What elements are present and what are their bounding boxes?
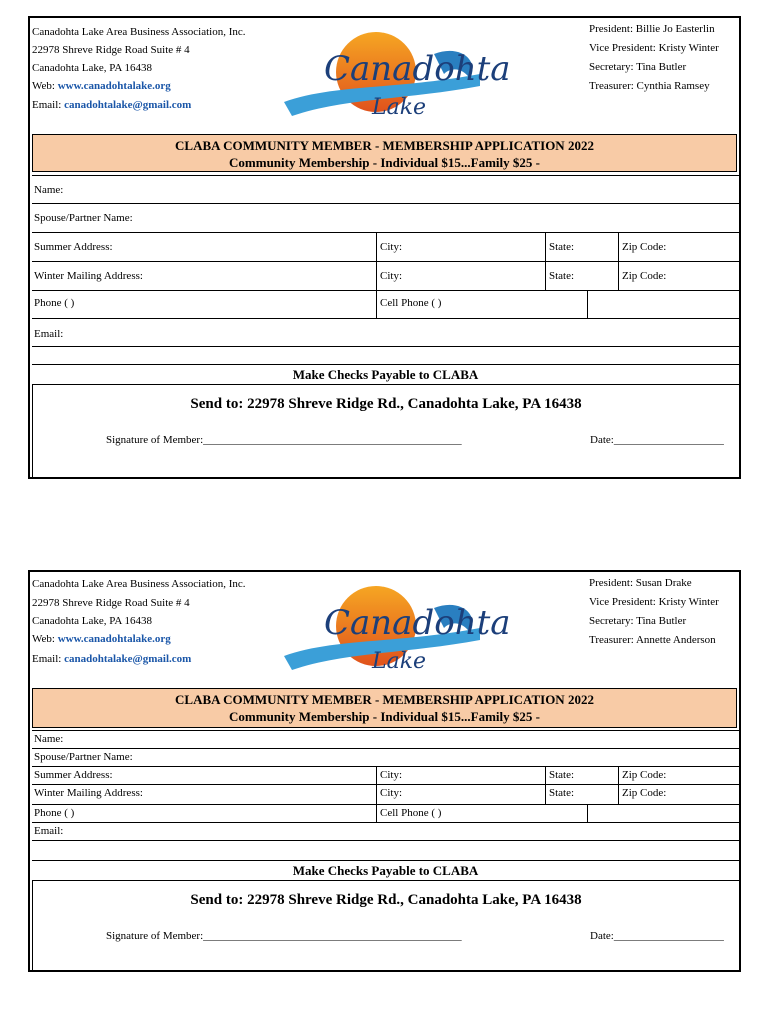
application-title-box — [32, 134, 737, 172]
officer-vice-president: Vice President: Kristy Winter — [589, 596, 719, 608]
org-city: Canadohta Lake, PA 16438 — [32, 62, 152, 74]
checks-payable-row — [32, 364, 739, 384]
send-to-box — [32, 880, 739, 971]
divider — [376, 805, 377, 822]
email-field[interactable]: Email: — [34, 825, 64, 837]
divider — [545, 767, 546, 784]
phone-field[interactable]: Phone ( ) — [34, 297, 75, 309]
date-line[interactable]: Date:____________________ — [590, 930, 724, 942]
application-title: CLABA COMMUNITY MEMBER - MEMBERSHIP APPLICATION 2022 — [175, 138, 594, 153]
checks-payable-row — [32, 860, 739, 880]
name-row — [32, 730, 739, 748]
summer-state-field[interactable]: State: — [549, 241, 575, 253]
divider — [618, 785, 619, 804]
web-line: Web: www.canadohtalake.org — [32, 80, 171, 92]
officer-secretary: Secretary: Tina Butler — [589, 61, 687, 73]
org-city: Canadohta Lake, PA 16438 — [32, 615, 152, 627]
cell-phone-field[interactable]: Cell Phone ( ) — [380, 807, 442, 819]
membership-form-1 — [28, 16, 741, 479]
email-field[interactable]: Email: — [34, 328, 64, 340]
divider — [618, 233, 619, 261]
divider — [618, 767, 619, 784]
blank-row — [32, 346, 739, 364]
email-line: Email: canadohtalake@gmail.com — [32, 653, 192, 665]
application-subtitle: Community Membership - Individual $15...Family $25 - — [229, 155, 540, 170]
checks-payable-text: Make Checks Payable to CLABA — [292, 367, 479, 382]
winter-zip-field[interactable]: Zip Code: — [622, 787, 667, 799]
summer-address-field[interactable]: Summer Address: — [34, 241, 113, 253]
canadohta-lake-logo — [284, 24, 511, 124]
officer-treasurer: Treasurer: Cynthia Ramsey — [589, 80, 710, 92]
summer-city-field[interactable]: City: — [380, 241, 403, 253]
email-link[interactable]: canadohtalake@gmail.com — [64, 653, 192, 665]
web-link[interactable]: www.canadohtalake.org — [57, 633, 171, 645]
name-field[interactable]: Name: — [34, 184, 64, 196]
divider — [545, 785, 546, 804]
winter-city-field[interactable]: City: — [380, 270, 403, 282]
email-row — [32, 822, 739, 840]
winter-address-field[interactable]: Winter Mailing Address: — [34, 270, 143, 282]
spouse-row — [32, 203, 739, 232]
summer-zip-field[interactable]: Zip Code: — [622, 241, 667, 253]
svg-text:Canadohta: Canadohta — [324, 603, 511, 643]
web-line: Web: www.canadohtalake.org — [32, 633, 171, 645]
summer-address-row — [32, 232, 739, 261]
blank-row — [32, 840, 739, 860]
svg-text:Canadohta: Canadohta — [324, 49, 511, 89]
send-to-text: Send to: 22978 Shreve Ridge Rd., Canadohta Lake, PA 16438 — [190, 892, 582, 908]
checks-payable-text: Make Checks Payable to CLABA — [292, 863, 479, 878]
org-address: 22978 Shreve Ridge Road Suite # 4 — [32, 597, 190, 609]
svg-text:Lake: Lake — [372, 649, 427, 674]
application-title-box — [32, 688, 737, 728]
phone-field[interactable]: Phone ( ) — [34, 807, 75, 819]
spouse-field[interactable]: Spouse/Partner Name: — [34, 212, 133, 224]
name-row — [32, 175, 739, 203]
cell-phone-field[interactable]: Cell Phone ( ) — [380, 297, 442, 309]
phone-row — [32, 290, 739, 318]
winter-address-row — [32, 784, 739, 804]
org-name: Canadohta Lake Area Business Association, Inc. — [32, 26, 246, 38]
divider — [376, 785, 377, 804]
winter-state-field[interactable]: State: — [549, 270, 575, 282]
svg-text:Lake: Lake — [372, 95, 427, 120]
email-line: Email: canadohtalake@gmail.com — [32, 99, 192, 111]
send-to-box — [32, 384, 739, 478]
divider — [587, 805, 588, 822]
phone-row — [32, 804, 739, 822]
summer-state-field[interactable]: State: — [549, 769, 575, 781]
membership-form-2 — [28, 570, 741, 972]
signature-line[interactable]: Signature of Member:_______________________________________________ — [106, 930, 462, 942]
web-link[interactable]: www.canadohtalake.org — [57, 80, 171, 92]
spouse-row — [32, 748, 739, 766]
canadohta-lake-logo — [284, 578, 511, 678]
divider — [545, 262, 546, 290]
send-to-text: Send to: 22978 Shreve Ridge Rd., Canadohta Lake, PA 16438 — [190, 396, 582, 412]
winter-address-field[interactable]: Winter Mailing Address: — [34, 787, 143, 799]
email-row — [32, 318, 739, 346]
winter-city-field[interactable]: City: — [380, 787, 403, 799]
divider — [376, 233, 377, 261]
summer-city-field[interactable]: City: — [380, 769, 403, 781]
signature-line[interactable]: Signature of Member:_______________________________________________ — [106, 434, 462, 446]
officer-secretary: Secretary: Tina Butler — [589, 615, 687, 627]
divider — [587, 291, 588, 318]
winter-zip-field[interactable]: Zip Code: — [622, 270, 667, 282]
name-field[interactable]: Name: — [34, 733, 64, 745]
divider — [376, 767, 377, 784]
spouse-field[interactable]: Spouse/Partner Name: — [34, 751, 133, 763]
officer-president: President: Susan Drake — [589, 577, 692, 589]
officer-president: President: Billie Jo Easterlin — [589, 23, 715, 35]
winter-state-field[interactable]: State: — [549, 787, 575, 799]
winter-address-row — [32, 261, 739, 290]
divider — [618, 262, 619, 290]
org-name: Canadohta Lake Area Business Association, Inc. — [32, 578, 246, 590]
email-link[interactable]: canadohtalake@gmail.com — [64, 99, 192, 111]
divider — [545, 233, 546, 261]
application-title: CLABA COMMUNITY MEMBER - MEMBERSHIP APPLICATION 2022 — [175, 692, 594, 707]
summer-address-row — [32, 766, 739, 784]
divider — [376, 291, 377, 318]
summer-address-field[interactable]: Summer Address: — [34, 769, 113, 781]
org-address: 22978 Shreve Ridge Road Suite # 4 — [32, 44, 190, 56]
application-subtitle: Community Membership - Individual $15...Family $25 - — [229, 709, 540, 724]
officer-treasurer: Treasurer: Annette Anderson — [589, 634, 716, 646]
summer-zip-field[interactable]: Zip Code: — [622, 769, 667, 781]
divider — [376, 262, 377, 290]
officer-vice-president: Vice President: Kristy Winter — [589, 42, 719, 54]
date-line[interactable]: Date:____________________ — [590, 434, 724, 446]
